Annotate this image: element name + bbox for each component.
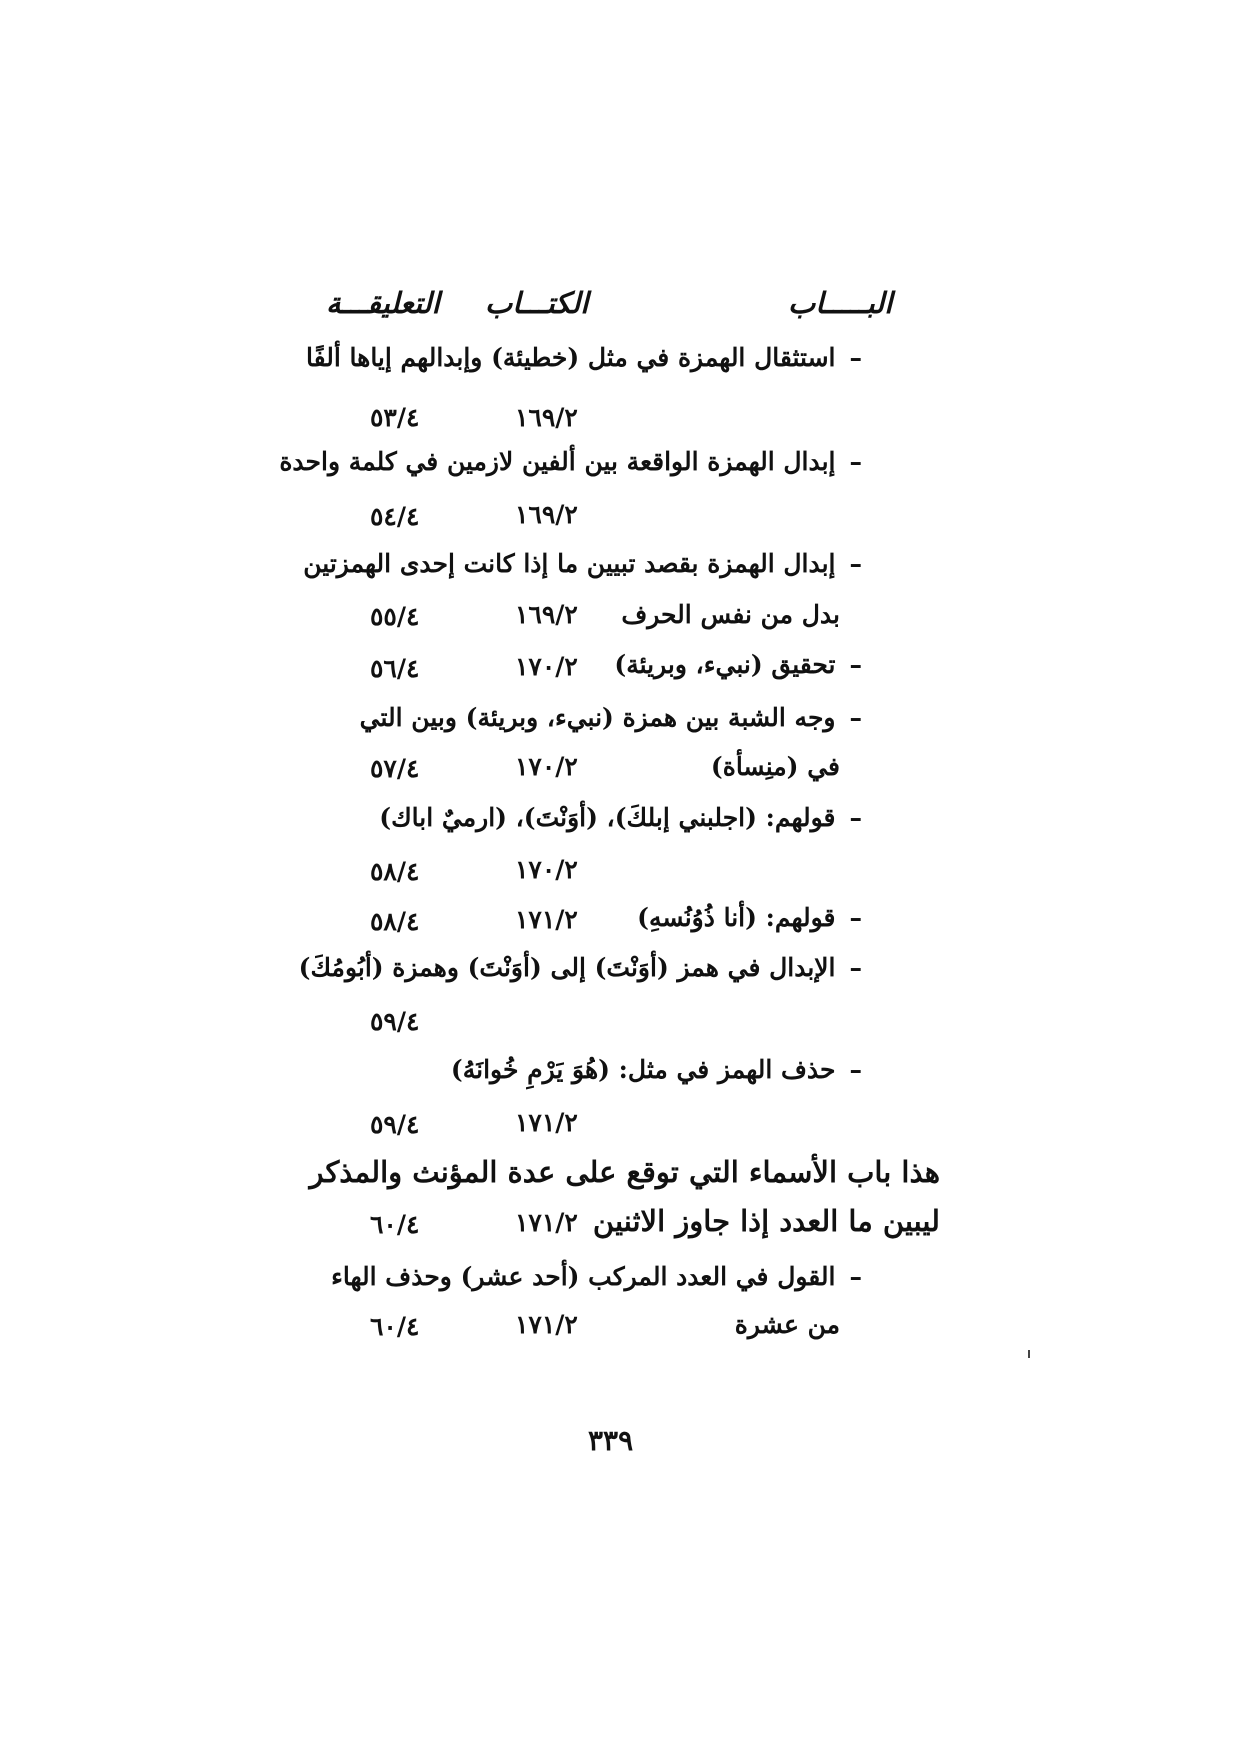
book-ref: ١٦٩/٢ [515, 600, 578, 629]
book-ref: ١٦٩/٢ [515, 403, 578, 432]
book-ref: ١٧٠/٢ [515, 752, 578, 781]
entry-continuation: من عشرة [734, 1310, 840, 1339]
entry-dash: – [849, 803, 862, 832]
note-ref: ٥٧/٤ [370, 754, 420, 783]
book-ref: ١٧١/٢ [515, 1310, 578, 1339]
header-chapter: البـــــاب [788, 286, 893, 320]
section-title-continuation: ليبين ما العدد إذا جاوز الاثنين [592, 1204, 940, 1238]
entry-text: الإبدال في همز (أوَنْتَ) إلى (أوَنْتَ) وهمزة (أبُومُكَ) [298, 953, 836, 982]
note-ref: ٥٥/٤ [370, 602, 420, 631]
section-title: هذا باب الأسماء التي توقع على عدة المؤنث والمذكر [309, 1155, 940, 1189]
entry-continuation: في (منِسأة) [710, 752, 840, 781]
entry-dash: – [849, 953, 862, 982]
entry-text: قولهم: (اجلبني إبلكَ)، (أوَنْتَ)، (ارميٌ اباك) [379, 803, 836, 832]
entry-text: قولهم: (أنا ذُوُنُسهِ) [637, 903, 836, 932]
book-ref: ١٧١/٢ [515, 1208, 578, 1237]
index-entry [303, 549, 862, 578]
note-ref: ٥٤/٤ [370, 502, 420, 531]
index-entry [299, 953, 862, 982]
book-ref: ١٧٠/٢ [515, 652, 578, 681]
entry-text: القول في العدد المركب (أحد عشر) وحذف الهاء [331, 1262, 836, 1291]
entry-dash: – [849, 343, 862, 372]
book-ref: ١٧٠/٢ [515, 855, 578, 884]
index-entry [637, 903, 862, 932]
entry-text: حذف الهمز في مثل: (هُوَ يَرْمِ خُوانَهُ) [450, 1055, 836, 1084]
entry-dash: – [849, 1055, 862, 1084]
book-ref: ١٧١/٢ [515, 1108, 578, 1137]
index-entry [614, 650, 862, 679]
page-number: ٣٣٩ [588, 1424, 634, 1457]
entry-text: استثقال الهمزة في مثل (خطيئة) وإبدالهم إياها ألفًا [305, 343, 836, 372]
index-entry [451, 1055, 862, 1084]
header-book: الكتـــاب [485, 286, 589, 320]
entry-text: إبدال الهمزة بقصد تبيين ما إذا كانت إحدى الهمزتين [303, 549, 836, 578]
note-ref: ٥٩/٤ [370, 1110, 420, 1139]
note-ref: ٦٠/٤ [370, 1210, 420, 1239]
entry-text: إبدال الهمزة الواقعة بين ألفين لازمين في كلمة واحدة [279, 447, 836, 476]
note-ref: ٦٠/٤ [370, 1312, 420, 1341]
book-ref: ١٦٩/٢ [515, 500, 578, 529]
index-entry [379, 803, 862, 832]
index-entry [331, 1262, 862, 1291]
scan-speck [1028, 1350, 1030, 1358]
entry-dash: – [849, 703, 862, 732]
note-ref: ٥٨/٤ [370, 907, 420, 936]
entry-continuation: بدل من نفس الحرف [621, 600, 840, 629]
book-ref: ١٧١/٢ [515, 905, 578, 934]
entry-dash: – [849, 447, 862, 476]
note-ref: ٥٩/٤ [370, 1007, 420, 1036]
entry-dash: – [849, 903, 862, 932]
note-ref: ٥٦/٤ [370, 654, 420, 683]
entry-dash: – [849, 650, 862, 679]
index-entry [360, 703, 862, 732]
entry-text: وجه الشبة بين همزة (نبيء، وبريئة) وبين التي [359, 703, 836, 732]
note-ref: ٥٨/٤ [370, 857, 420, 886]
entry-text: تحقيق (نبيء، وبريئة) [614, 650, 836, 679]
entry-dash: – [849, 1262, 862, 1291]
header-note: التعليقـــة [326, 286, 440, 320]
entry-dash: – [849, 549, 862, 578]
note-ref: ٥٣/٤ [370, 403, 420, 432]
index-entry [279, 447, 862, 476]
index-entry [306, 343, 862, 372]
